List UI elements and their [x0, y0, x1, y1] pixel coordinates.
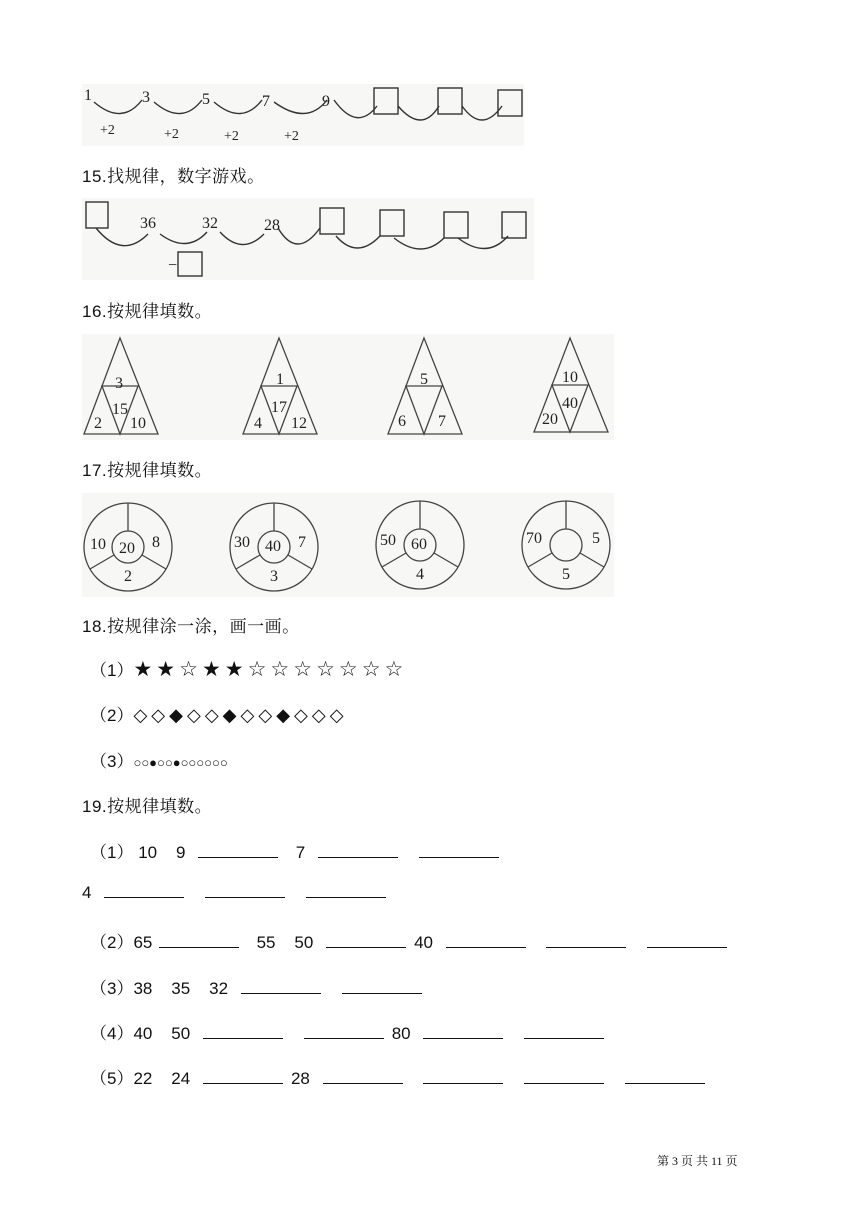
value: 24 [171, 1069, 191, 1088]
seq-step: +2 [284, 129, 299, 144]
answer-blank[interactable] [423, 1024, 503, 1039]
answer-blank[interactable] [342, 979, 422, 994]
question-18-title: 18.按规律涂一涂，画一画。 [82, 617, 300, 636]
tri1-top: 3 [115, 375, 123, 392]
tri4-top: 10 [562, 369, 578, 386]
tri2-top: 1 [276, 371, 284, 388]
value: 65 [133, 933, 153, 952]
value: 10 [138, 843, 158, 862]
item-label: （2） [90, 933, 134, 952]
answer-blank[interactable] [205, 883, 285, 898]
tri2-center: 17 [271, 399, 287, 416]
question-17-title: 17.按规律填数。 [82, 461, 213, 480]
circ2-bottom: 3 [270, 568, 278, 585]
answer-blank[interactable] [203, 1069, 283, 1084]
circle-pattern: ○○●○○●○○○○○○ [133, 755, 228, 770]
tri3-left: 6 [398, 413, 406, 430]
circ2-right: 7 [298, 534, 306, 551]
sequence-figure-15 [82, 198, 534, 280]
answer-blank[interactable] [203, 1024, 283, 1039]
seq-number: 3 [142, 89, 150, 106]
q19-line-1 [90, 838, 507, 863]
q19-line-5 [90, 1064, 713, 1089]
star-pattern: ★★☆★★☆☆☆☆☆☆☆ [133, 658, 408, 681]
answer-blank[interactable] [419, 843, 499, 858]
q18-item-1 [90, 656, 407, 682]
circ4-bottom: 5 [562, 566, 570, 583]
seq-number: 28 [264, 217, 280, 234]
answer-blank[interactable] [159, 933, 239, 948]
q18-item-3 [90, 747, 228, 772]
tri3-top: 5 [420, 371, 428, 388]
value: 80 [391, 1024, 411, 1043]
tri4-center: 40 [562, 395, 578, 412]
circ2-center: 40 [265, 538, 281, 555]
value: 28 [290, 1069, 310, 1088]
question-15-title: 15.找规律，数字游戏。 [82, 167, 265, 186]
item-label: （1） [90, 843, 134, 862]
item-label: （3） [90, 752, 134, 771]
circ4-left: 70 [526, 530, 542, 547]
circ3-center: 60 [411, 536, 427, 553]
tri2-right: 12 [291, 415, 307, 432]
item-label: （3） [90, 979, 134, 998]
tri1-left: 2 [94, 415, 102, 432]
question-16-title: 16.按规律填数。 [82, 302, 213, 321]
tri2-left: 4 [254, 415, 262, 432]
answer-blank[interactable] [304, 1024, 384, 1039]
value: 4 [82, 883, 92, 902]
circ3-left: 50 [380, 532, 396, 549]
circ1-bottom: 2 [124, 568, 132, 585]
circ1-left: 10 [90, 536, 106, 553]
q18-item-2 [90, 701, 348, 726]
circ2-left: 30 [234, 534, 250, 551]
value: 22 [133, 1069, 153, 1088]
seq-step-sign: − [168, 257, 178, 274]
diamond-pattern: ◇◇◆◇◇◆◇◇◆◇◇◇ [133, 705, 348, 725]
answer-blank[interactable] [318, 843, 398, 858]
value: 55 [256, 933, 276, 952]
item-label: （1） [90, 661, 134, 680]
answer-blank[interactable] [446, 933, 526, 948]
value: 38 [133, 979, 153, 998]
q19-line-3 [90, 974, 430, 999]
question-19-title: 19.按规律填数。 [82, 797, 213, 816]
tri3-right: 7 [438, 413, 446, 430]
answer-blank[interactable] [524, 1024, 604, 1039]
answer-blank[interactable] [647, 933, 727, 948]
tri4-left: 20 [542, 411, 558, 428]
seq-step: +2 [100, 123, 115, 138]
tri1-right: 10 [130, 415, 146, 432]
answer-blank[interactable] [326, 933, 406, 948]
circ1-right: 8 [152, 534, 160, 551]
triangle-figure-16 [82, 334, 614, 440]
seq-step: +2 [164, 127, 179, 142]
value: 7 [295, 843, 306, 862]
answer-blank[interactable] [524, 1069, 604, 1084]
seq-number: 7 [262, 93, 270, 110]
seq-number: 5 [202, 91, 210, 108]
seq-number: 1 [84, 87, 92, 104]
answer-blank[interactable] [625, 1069, 705, 1084]
circ3-bottom: 4 [416, 566, 424, 583]
circ1-center: 20 [119, 540, 135, 557]
value: 40 [414, 933, 433, 952]
answer-blank[interactable] [104, 883, 184, 898]
seq-number: 9 [322, 93, 330, 110]
answer-blank[interactable] [546, 933, 626, 948]
answer-blank[interactable] [423, 1069, 503, 1084]
tri1-center: 15 [112, 401, 128, 418]
item-label: （4） [90, 1024, 134, 1043]
item-label: （5） [90, 1069, 134, 1088]
answer-blank[interactable] [241, 979, 321, 994]
page-number-footer: 第 3 页 共 11 页 [657, 1154, 738, 1168]
q19-line-4 [90, 1019, 612, 1044]
value: 35 [171, 979, 191, 998]
seq-number: 36 [140, 215, 156, 232]
circ4-right: 5 [592, 530, 600, 547]
value: 32 [209, 979, 229, 998]
value: 50 [294, 933, 314, 952]
value: 40 [133, 1024, 153, 1043]
item-label: （2） [90, 706, 134, 725]
circle-figure-17 [82, 493, 614, 597]
q19-line-1-continued [82, 883, 394, 903]
sequence-figure-1 [82, 84, 524, 146]
value: 9 [176, 843, 186, 862]
answer-blank[interactable] [323, 1069, 403, 1084]
q19-line-2 [90, 928, 735, 953]
answer-blank[interactable] [198, 843, 278, 858]
seq-number: 32 [202, 215, 218, 232]
value: 50 [171, 1024, 191, 1043]
seq-step: +2 [224, 129, 239, 144]
answer-blank[interactable] [306, 883, 386, 898]
